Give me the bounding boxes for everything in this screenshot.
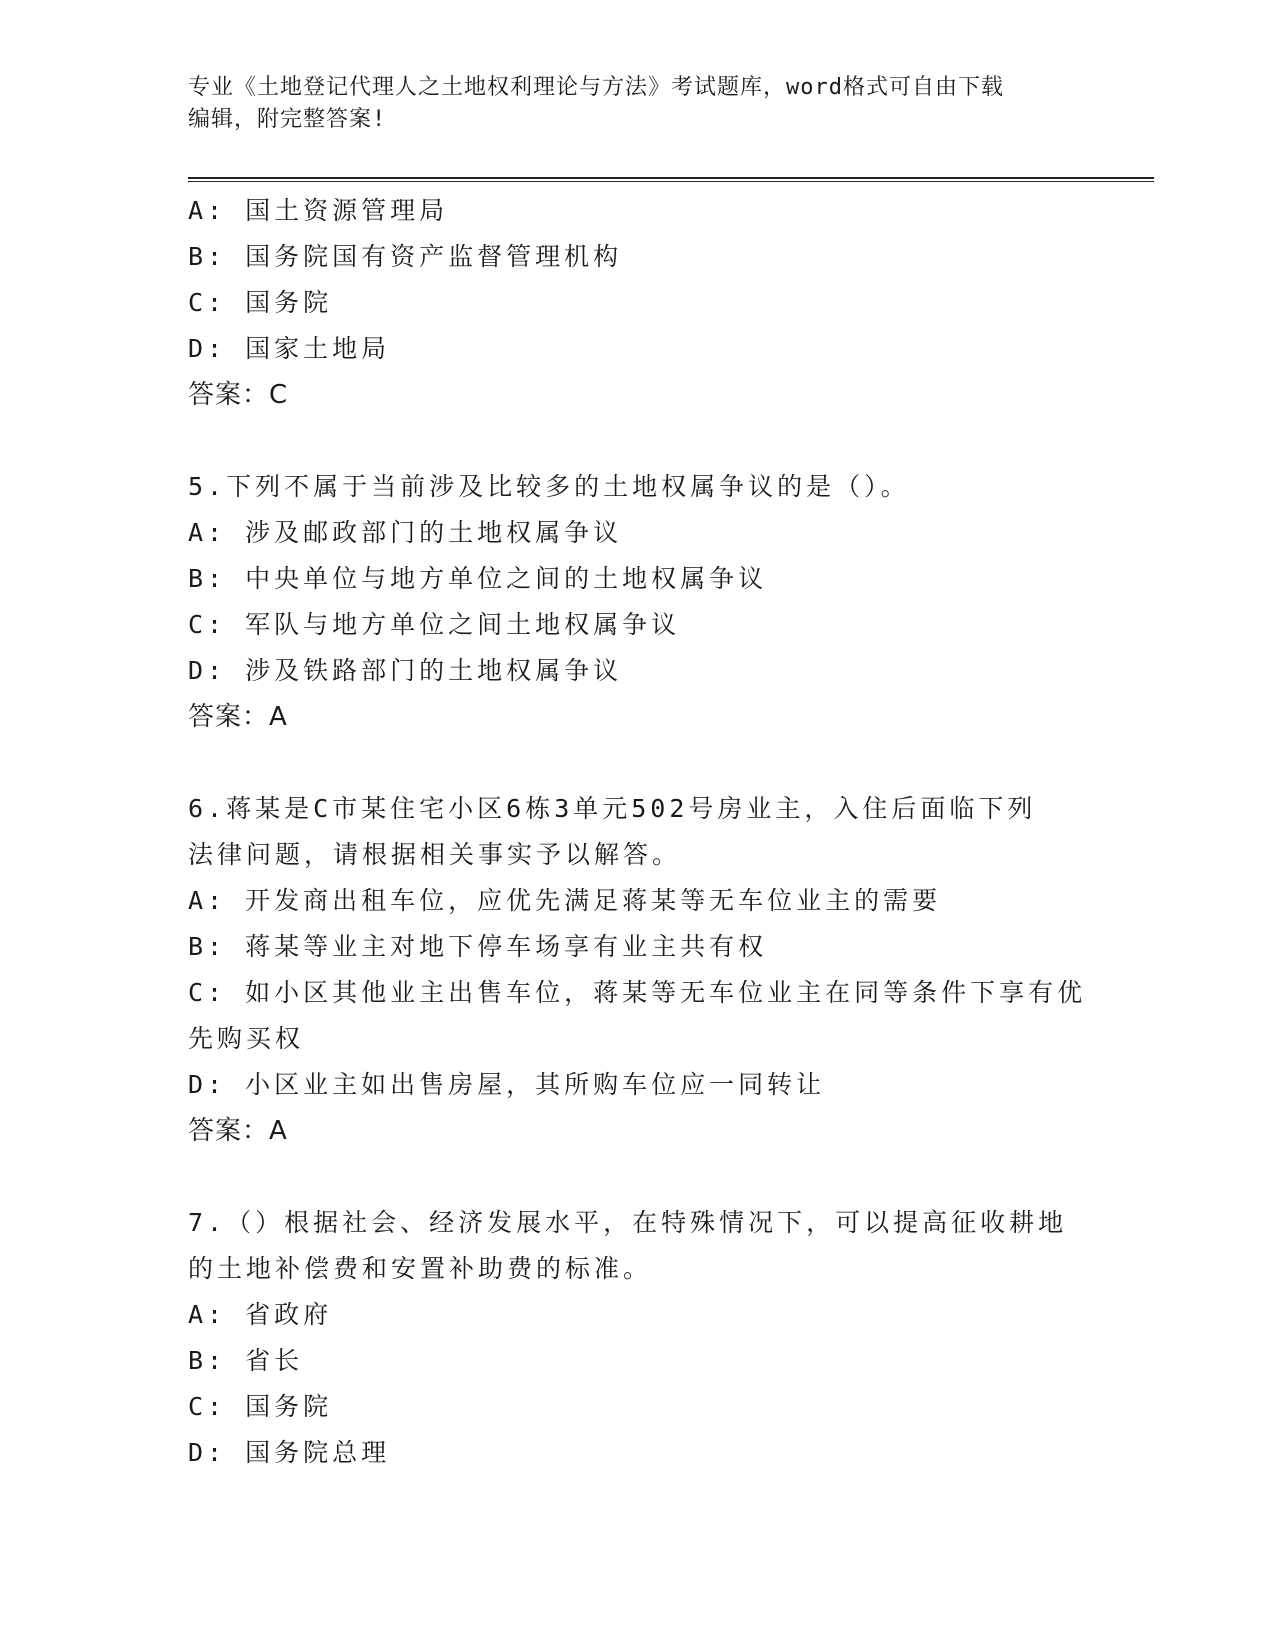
question-stem-line-1: 7.（）根据社会、经济发展水平，在特殊情况下，可以提高征收耕地: [188, 1208, 1068, 1237]
option-c: C: 国务院: [188, 288, 333, 317]
question-stem-line-2: 法律问题，请根据相关事实予以解答。: [188, 840, 682, 869]
option-c: C: 军队与地方单位之间土地权属争议: [188, 610, 681, 639]
option-b: B: 蒋某等业主对地下停车场享有业主共有权: [188, 932, 768, 961]
option-b: B: 国务院国有资产监督管理机构: [188, 242, 623, 271]
header-line-1: 专业《土地登记代理人之土地权利理论与方法》考试题库，word格式可自由下载: [188, 75, 1004, 100]
answer: 答案：C: [188, 380, 289, 410]
option-c-line-2: 先购买权: [188, 1024, 305, 1053]
option-b: B: 省长: [188, 1346, 304, 1375]
question-4: [188, 188, 1088, 418]
answer: 答案：A: [188, 702, 288, 732]
answer: 答案：A: [188, 1116, 288, 1146]
option-c: C: 国务院: [188, 1392, 333, 1421]
spacer: [188, 1154, 1088, 1200]
option-a: A: 涉及邮政部门的土地权属争议: [188, 518, 623, 547]
option-a: A: 省政府: [188, 1300, 333, 1329]
option-a: A: 开发商出租车位，应优先满足蒋某等无车位业主的需要: [188, 886, 942, 915]
question-stem-line-1: 6.蒋某是C市某住宅小区6栋3单元502号房业主，入住后面临下列: [188, 794, 1037, 823]
question-list: [188, 188, 1088, 1476]
question-7: [188, 1200, 1088, 1476]
option-c-line-1: C: 如小区其他业主出售车位，蒋某等无车位业主在同等条件下享有优: [188, 978, 1087, 1007]
option-d: D: 国务院总理: [188, 1438, 391, 1467]
option-d: D: 国家土地局: [188, 334, 391, 363]
question-stem-line-2: 的土地补偿费和安置补助费的标准。: [188, 1254, 653, 1283]
question-5: [188, 464, 1088, 740]
header-divider: [188, 177, 1154, 182]
document-header: [188, 72, 1088, 136]
option-d: D: 涉及铁路部门的土地权属争议: [188, 656, 623, 685]
question-6: [188, 786, 1088, 1154]
option-b: B: 中央单位与地方单位之间的土地权属争议: [188, 564, 768, 593]
question-stem: 5.下列不属于当前涉及比较多的土地权属争议的是（）。: [188, 472, 910, 501]
option-d: D: 小区业主如出售房屋，其所购车位应一同转让: [188, 1070, 826, 1099]
spacer: [188, 418, 1088, 464]
header-line-2: 编辑，附完整答案!: [188, 107, 387, 132]
option-a: A: 国土资源管理局: [188, 196, 449, 225]
spacer: [188, 740, 1088, 786]
